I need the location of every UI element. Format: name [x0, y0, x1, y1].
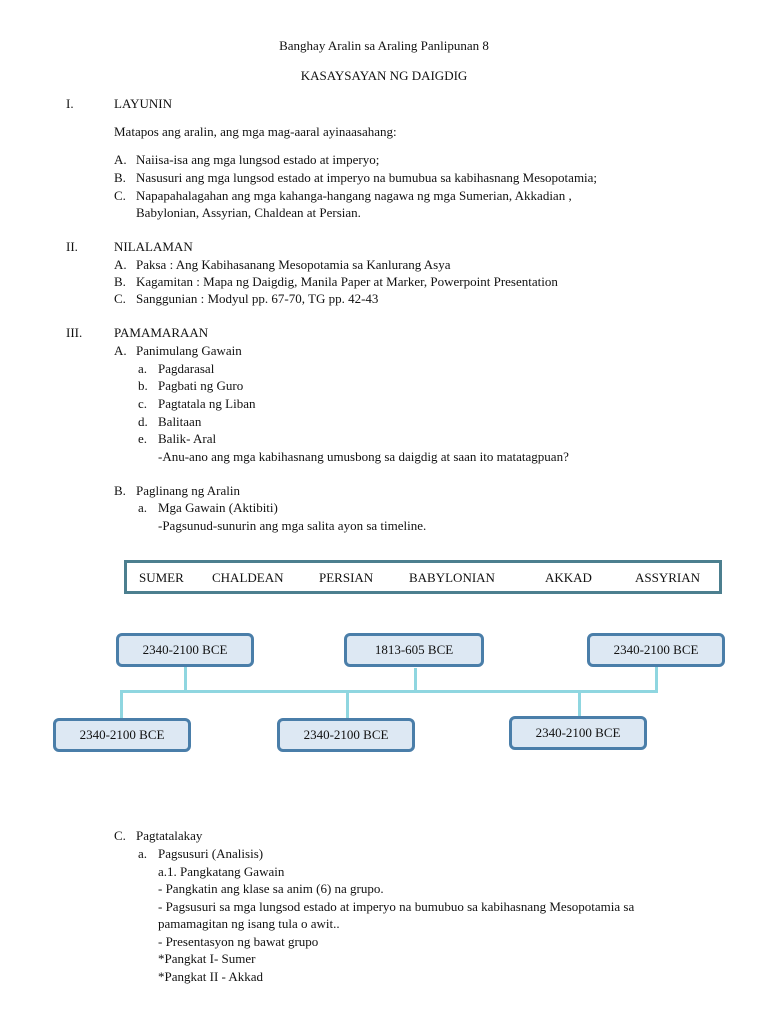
- word-assyrian: ASSYRIAN: [635, 570, 701, 585]
- objective-text: Napapahalagahan ang mga kahanga-hangang nagawa ng mga Sumerian, Akkadian ,: [136, 188, 572, 203]
- objective-text: Naiisa-isa ang mga lungsod estado at imperyo;: [136, 152, 380, 167]
- activity-text: Pagtatala ng Liban: [158, 396, 256, 411]
- section-2-heading: NILALAMAN: [114, 239, 193, 254]
- timeline-connector: [655, 666, 658, 691]
- subsection-letter: B.: [114, 483, 126, 498]
- activity-text: Pagdarasal: [158, 361, 215, 376]
- discussion-line: - Pagsusuri sa mga lungsod estado at imperyo na bumubuo sa kabihasnang Mesopotamia sa: [158, 899, 635, 914]
- timeline-date-box: 2340-2100 BCE: [587, 633, 725, 667]
- timeline-date-box: 2340-2100 BCE: [509, 716, 647, 750]
- timeline-connector: [414, 668, 417, 691]
- content-letter: B.: [114, 274, 126, 289]
- word-bank-box: [124, 560, 722, 594]
- document-subtitle: KASAYSAYAN NG DAIGDIG: [300, 68, 468, 83]
- activity-text: Balitaan: [158, 414, 202, 429]
- timeline-date-box: 2340-2100 BCE: [53, 718, 191, 752]
- section-1-number: I.: [66, 96, 74, 111]
- timeline-date-box: 2340-2100 BCE: [277, 718, 415, 752]
- activity-text: Pagbati ng Guro: [158, 378, 244, 393]
- section-1-intro: Matapos ang aralin, ang mga mag-aaral ayinaasahang:: [114, 124, 397, 139]
- section-3-heading: PAMAMARAAN: [114, 325, 209, 340]
- content-letter: A.: [114, 257, 127, 272]
- discussion-line: pamamagitan ng isang tula o awit..: [158, 916, 340, 931]
- timeline-date-box: 1813-605 BCE: [344, 633, 484, 667]
- discussion-line: *Pangkat II - Akkad: [158, 969, 264, 984]
- section-2-number: II.: [66, 239, 78, 254]
- content-text: Kagamitan : Mapa ng Daigdig, Manila Paper at Marker, Powerpoint Presentation: [136, 274, 558, 289]
- timeline-connector: [578, 690, 581, 716]
- timeline-connector: [184, 666, 187, 691]
- subsection-heading: Panimulang Gawain: [136, 343, 242, 358]
- activity-letter: a.: [138, 500, 148, 515]
- word-persian: PERSIAN: [319, 570, 374, 585]
- activity-letter: c.: [138, 396, 148, 411]
- activity-heading: Pagsusuri (Analisis): [158, 846, 264, 861]
- activity-text: Balik- Aral: [158, 431, 217, 446]
- activity-heading: Mga Gawain (Aktibiti): [158, 500, 278, 515]
- document-title: Banghay Aralin sa Araling Panlipunan 8: [279, 38, 489, 53]
- objective-letter: B.: [114, 170, 126, 185]
- discussion-line: - Presentasyon ng bawat grupo: [158, 934, 319, 949]
- objective-text-continuation: Babylonian, Assyrian, Chaldean at Persian.: [136, 205, 361, 220]
- subsection-letter: C.: [114, 828, 126, 843]
- subsection-heading: Pagtatalakay: [136, 828, 203, 843]
- activity-letter: a.: [138, 846, 148, 861]
- word-akkad: AKKAD: [545, 570, 592, 585]
- content-text: Paksa : Ang Kabihasanang Mesopotamia sa Kanlurang Asya: [136, 257, 451, 272]
- activity-letter: e.: [138, 431, 148, 446]
- section-3-number: III.: [66, 325, 83, 340]
- objective-letter: A.: [114, 152, 127, 167]
- activity-letter: d.: [138, 414, 148, 429]
- word-sumer: SUMER: [139, 570, 184, 585]
- discussion-line: - Pangkatin ang klase sa anim (6) na grupo.: [158, 881, 384, 896]
- objective-text: Nasusuri ang mga lungsod estado at imperyo na bumubua sa kabihasnang Mesopotamia;: [136, 170, 598, 185]
- activity-letter: b.: [138, 378, 148, 393]
- timeline-connector: [120, 690, 123, 718]
- subsection-heading: Paglinang ng Aralin: [136, 483, 240, 498]
- content-letter: C.: [114, 291, 126, 306]
- word-babylonian: BABYLONIAN: [409, 570, 495, 585]
- discussion-line: a.1. Pangkatang Gawain: [158, 864, 285, 879]
- objective-letter: C.: [114, 188, 126, 203]
- word-chaldean: CHALDEAN: [212, 570, 284, 585]
- subsection-letter: A.: [114, 343, 127, 358]
- timeline-date-box: 2340-2100 BCE: [116, 633, 254, 667]
- activity-letter: a.: [138, 361, 148, 376]
- content-text: Sanggunian : Modyul pp. 67-70, TG pp. 42-43: [136, 291, 379, 306]
- timeline-connector: [346, 690, 349, 718]
- section-1-heading: LAYUNIN: [114, 96, 173, 111]
- activity-instruction: -Pagsunud-sunurin ang mga salita ayon sa timeline.: [158, 518, 427, 533]
- discussion-line: *Pangkat I- Sumer: [158, 951, 256, 966]
- review-question: -Anu-ano ang mga kabihasnang umusbong sa daigdig at saan ito matatagpuan?: [158, 449, 569, 464]
